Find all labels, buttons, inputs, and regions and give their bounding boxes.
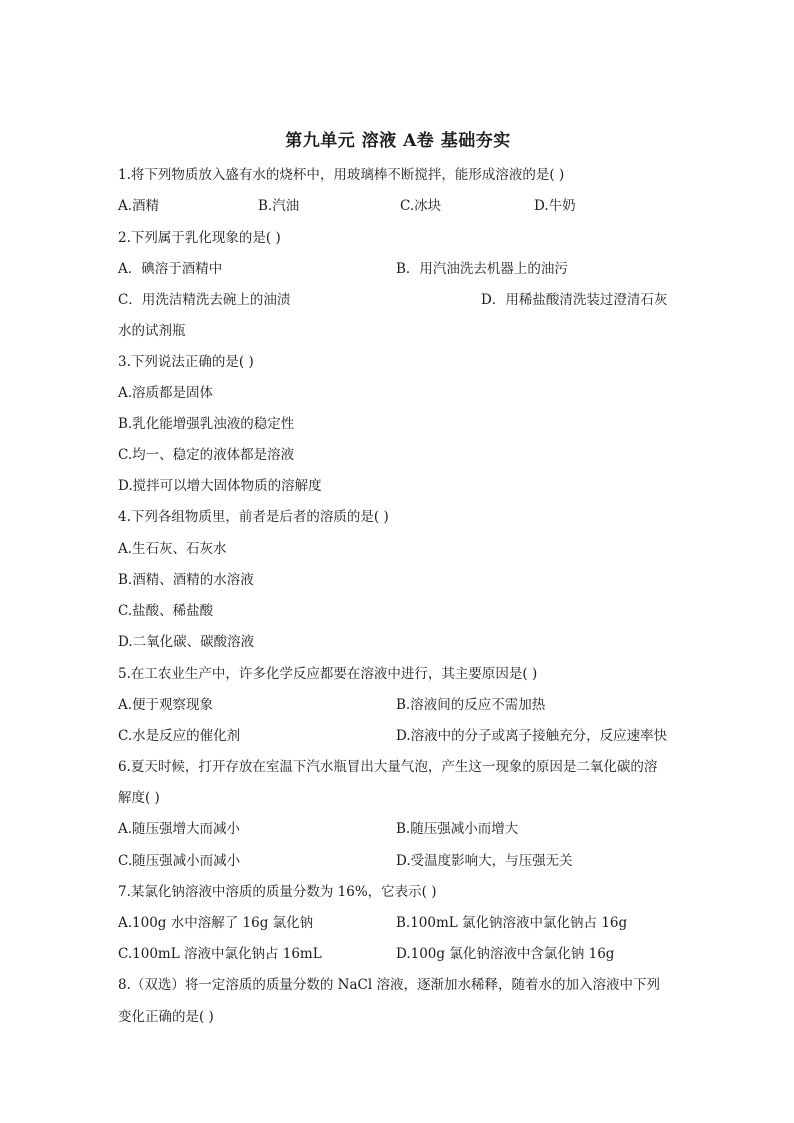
- question-5-stem: 5.在工农业生产中，许多化学反应都要在溶液中进行，其主要原因是( ): [118, 666, 538, 682]
- question-6-option-a: A.随压强增大而减小: [118, 821, 241, 837]
- question-2-stem: 2.下列属于乳化现象的是( ): [118, 230, 281, 246]
- question-3-option-c: C.均一、稳定的液体都是溶液: [118, 447, 295, 463]
- question-6-stem-line-2: 解度( ): [118, 790, 160, 806]
- question-2-option-a: A．碘溶于酒精中: [118, 261, 223, 277]
- question-2-option-d: D．用稀盐酸清洗装过澄清石灰: [481, 292, 668, 308]
- page-title: 第九单元 溶液 A卷 基础夯实: [285, 131, 511, 151]
- question-6-option-d: D.受温度影响大，与压强无关: [396, 853, 573, 869]
- question-5-option-d: D.溶液中的分子或离子接触充分，反应速率快: [396, 728, 668, 744]
- question-3-option-b: B.乳化能增强乳浊液的稳定性: [118, 416, 295, 432]
- question-5-option-a: A.便于观察现象: [118, 697, 214, 713]
- question-1-stem: 1.将下列物质放入盛有水的烧杯中，用玻璃棒不断搅拌，能形成溶液的是( ): [118, 167, 565, 183]
- question-5-option-b: B.溶液间的反应不需加热: [396, 697, 546, 713]
- question-7-option-c: C.100mL 溶液中氯化钠占 16mL: [118, 946, 322, 962]
- question-4-stem: 4.下列各组物质里，前者是后者的溶质的是( ): [118, 509, 389, 525]
- question-3-option-d: D.搅拌可以增大固体物质的溶解度: [118, 478, 322, 494]
- question-3-stem: 3.下列说法正确的是( ): [118, 354, 254, 370]
- question-6-option-b: B.随压强减小而增大: [396, 821, 519, 837]
- question-6-stem-line-1: 6.夏天时候，打开存放在室温下汽水瓶冒出大量气泡，产生这一现象的原因是二氧化碳的溶: [118, 759, 658, 775]
- question-2-option-d-continued: 水的试剂瓶: [118, 323, 186, 339]
- question-8-stem-line-1: 8.（双选）将一定溶质的质量分数的 NaCl 溶液，逐渐加水稀释，随着水的加入溶液中下列: [118, 977, 660, 993]
- question-8-stem-line-2: 变化正确的是( ): [118, 1009, 214, 1025]
- question-1-option-d: D.牛奶: [534, 198, 576, 214]
- question-3-option-a: A.溶质都是固体: [118, 385, 214, 401]
- question-4-option-a: A.生石灰、石灰水: [118, 541, 227, 557]
- question-2-option-b: B．用汽油洗去机器上的油污: [396, 261, 568, 277]
- question-6-option-c: C.随压强减小而减小: [118, 853, 241, 869]
- question-1-option-c: C.冰块: [400, 198, 442, 214]
- question-1-option-b: B.汽油: [258, 198, 300, 214]
- question-2-option-c: C．用洗洁精洗去碗上的油渍: [118, 292, 291, 308]
- question-4-option-d: D.二氧化碳、碳酸溶液: [118, 634, 255, 650]
- question-5-option-c: C.水是反应的催化剂: [118, 728, 241, 744]
- question-7-option-a: A.100g 水中溶解了 16g 氯化钠: [118, 915, 314, 931]
- question-4-option-c: C.盐酸、稀盐酸: [118, 603, 214, 619]
- question-7-option-d: D.100g 氯化钠溶液中含氯化钠 16g: [396, 946, 615, 962]
- question-7-stem: 7.某氯化钠溶液中溶质的质量分数为 16%，它表示( ): [118, 884, 437, 900]
- question-1-option-a: A.酒精: [118, 198, 160, 214]
- question-7-option-b: B.100mL 氯化钠溶液中氯化钠占 16g: [396, 915, 628, 931]
- question-4-option-b: B.酒精、酒精的水溶液: [118, 572, 254, 588]
